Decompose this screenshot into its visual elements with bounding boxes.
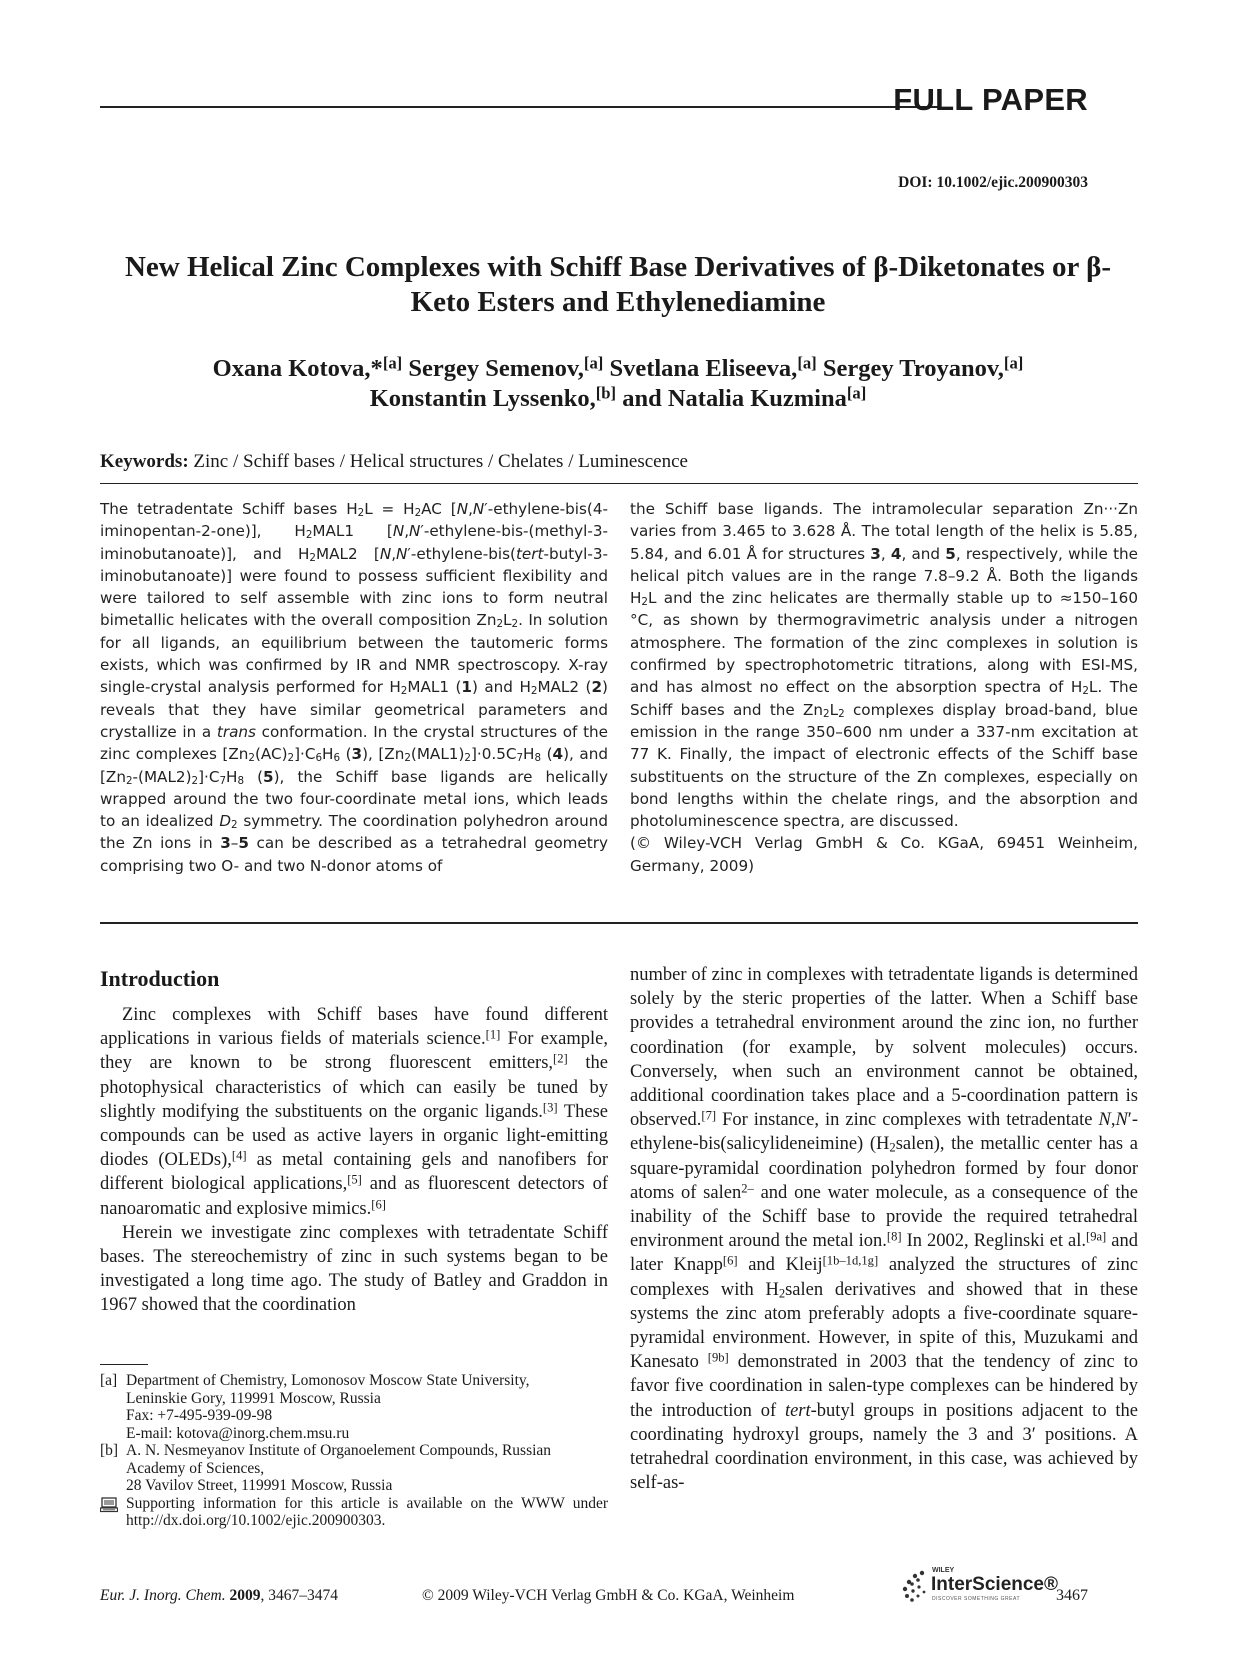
keywords-label: Keywords: xyxy=(100,451,189,472)
supporting-information-text[interactable]: Supporting information for this article is available on the WWW under http://dx.doi.org/10.1002/ejic.200900303. xyxy=(126,1494,608,1529)
paragraph: Herein we investigate zinc complexes with tetradentate Schiff bases. The stereochemistry of zinc in such systems began to be investigated a long time ago. The study of Batley and Graddon in 1967 showed that the coordination xyxy=(100,1222,608,1316)
page-number: 3467 xyxy=(1056,1587,1088,1604)
journal-citation: Eur. J. Inorg. Chem. 2009, 3467–3474 xyxy=(100,1587,338,1604)
body-column-left xyxy=(100,1003,608,1318)
logo-top-text: WILEY xyxy=(932,1567,955,1574)
footnote-rule xyxy=(100,1364,148,1365)
keywords-rule xyxy=(100,483,1138,484)
abstract-rule xyxy=(100,922,1138,924)
affiliation-a: [a] Department of Chemistry, Lomonosov Moscow State University, Leninskie Gory, 119991 Moscow, Russia Fax: +7-495-939-09-98 E-mail: kotova@inorg.chem.msu.ru xyxy=(100,1372,530,1442)
paragraph: number of zinc in complexes with tetradentate ligands is determined solely by the steric properties of the latter. When a Schiff base provides a tetrahedral environment around the zinc ion, no further coordination (for example, by solvent molecules) occurs. Conversely, when such an environment cannot be obtained, additional coordination takes place and a 5-coordination pattern is observed.[7] For instance, in zinc complexes with tetradentate N,N′-ethylene-bis(salicylideneimine) $(H_2salen)$, the metallic center has a square-pyramidal coordination polyhedron formed by four donor atoms of salen$^{2-}$ and one water molecule, as a consequence of the inability of the Schiff base to provide the required tetrahedral environment around the metal ion.[8] In 2002, Reglinski et al.[9a] and later Knapp[6] and Kleij[1b–1d,1g] analyzed the structures of zinc complexes with $H_2salen$ derivatives and showed that in these systems the zinc atom preferably adopts a five-coordinate square-pyramidal environment. However, in spite of this, Muzukami and Kanesato [9b] demonstrated in 2003 that the tendency of zinc to favor five coordination in salen-type complexes can be hindered by the introduction of tert-butyl groups in positions adjacent to the coordinating hydroxyl groups, namely the 3 and 3′ positions. A tetrahedral coordination environment, in this case, was achieved by self-as- xyxy=(630,965,1139,1494)
logo-tagline: DISCOVER SOMETHING GREAT xyxy=(932,1596,1021,1602)
doi-line: DOI: 10.1002/ejic.200900303 xyxy=(898,174,1088,191)
keywords-text: Zinc / Schiff bases / Helical structures / Chelates / Luminescence xyxy=(193,451,688,472)
abstract-column-left: The tetradentate Schiff bases $H_2L = H_2AC$ [N,N′-ethylene-bis(4-iminopentan-2-one)], $H_2MAL1$ [N,N′-ethylene-bis-(methyl-3-iminobutanoate)], and $H_2MAL2$ [N,N′-ethylene-bis(tert-butyl-3-iminobutanoate)] were found to possess sufficient flexibility and were tailored to self assemble with zinc ions to form neutral bimetallic helicates with the overall composition $Zn_2L_2$. In solution for all ligands, an equilibrium between the tautomeric forms exists, which was confirmed by IR and NMR spectroscopy. X-ray single-crystal analysis performed for $H_2MAL1$ (1) and $H_2MAL2$ (2) reveals that they have similar geometrical parameters and crystallize in a trans conformation. In the crystal structures of the zinc complexes $[Zn_2(AC)_2]\cdot C_6H_6$ (3), $[Zn_2(MAL1)_2]\cdot 0.5C_7H_8$ (4), and $[Zn_2-(MAL2)_2]\cdot C_7H_8$ (5), the Schiff base ligands are helically wrapped around the two four-coordinate metal ions, which leads to an idealized $D_2$ symmetry. The coordination polyhedron around the Zn ions in 3–5 can be described as a tetrahedral geometry comprising two O- and two N-donor atoms of xyxy=(100,500,609,875)
keywords xyxy=(100,451,688,473)
header-rule xyxy=(100,106,938,108)
supporting-information-note xyxy=(100,1495,608,1530)
copyright-notice: © 2009 Wiley-VCH Verlag GmbH & Co. KGaA, Weinheim xyxy=(422,1587,795,1604)
wiley-interscience-logo xyxy=(895,1560,1060,1612)
computer-icon xyxy=(100,1497,118,1513)
paper-title: New Helical Zinc Complexes with Schiff Base Derivatives of β-Diketonates or β-Keto Esters and Ethylenediamine xyxy=(124,251,1112,318)
abstract-column-right: the Schiff base ligands. The intramolecular separation Zn···Zn varies from 3.465 to 3.628 Å. The total length of the helix is 5.85, 5.84, and 6.01 Å for structures 3, 4, and 5, respectively, while the helical pitch values are in the range 7.8–9.2 Å. Both the ligands $H_2L$ and the zinc helicates are thermally stable up to ≈150–160 °C, as shown by thermogravimetric analysis under a nitrogen atmosphere. The formation of the zinc complexes in solution is confirmed by spectrophotometric titrations, along with ESI-MS, and has almost no effect on the absorption spectra of $H_2L$. The Schiff bases and the $Zn_2L_2$ complexes display broad-band, blue emission in the range 350–600 nm under a 337-nm excitation at 77 K. Finally, the impact of electronic effects of the Schiff base substituents on the structure of the Zn complexes, especially on bond lengths within the chelate rings, and the absorption and photoluminescence spectra, are discussed. (© Wiley-VCH Verlag GmbH & Co. KGaA, 69451 Weinheim, Germany, 2009) xyxy=(630,500,1139,875)
logo-main-text: InterScience® xyxy=(931,1574,1058,1595)
body-column-right xyxy=(630,963,1138,1495)
affiliation-footnotes xyxy=(100,1372,608,1530)
author-list: Oxana Kotova,*[a] Sergey Semenov,[a] Svetlana Eliseeva,[a] Sergey Troyanov,[a] Konstantin Lyssenko,[b] and Natalia Kuzmina[a] xyxy=(212,353,1024,412)
section-label: FULL PAPER xyxy=(893,82,1088,117)
section-heading-introduction: Introduction xyxy=(100,966,220,991)
affiliation-b: [b] A. N. Nesmeyanov Institute of Organoelement Compounds, Russian Academy of Sciences, 28 Vavilov Street, 119991 Moscow, Russia xyxy=(100,1442,552,1494)
paragraph: Zinc complexes with Schiff bases have found different applications in various fields of materials science.[1] For example, they are known to be strong fluorescent emitters,[2] the photophysical characteristics of which can easily be tuned by slightly modifying the substituents on the organic ligands.[3] These compounds can be used as active layers in organic light-emitting diodes (OLEDs),[4] as metal containing gels and nanofibers for different biological applications,[5] and as fluorescent detectors of nanoaromatic and explosive mimics.[6] xyxy=(100,1005,608,1219)
